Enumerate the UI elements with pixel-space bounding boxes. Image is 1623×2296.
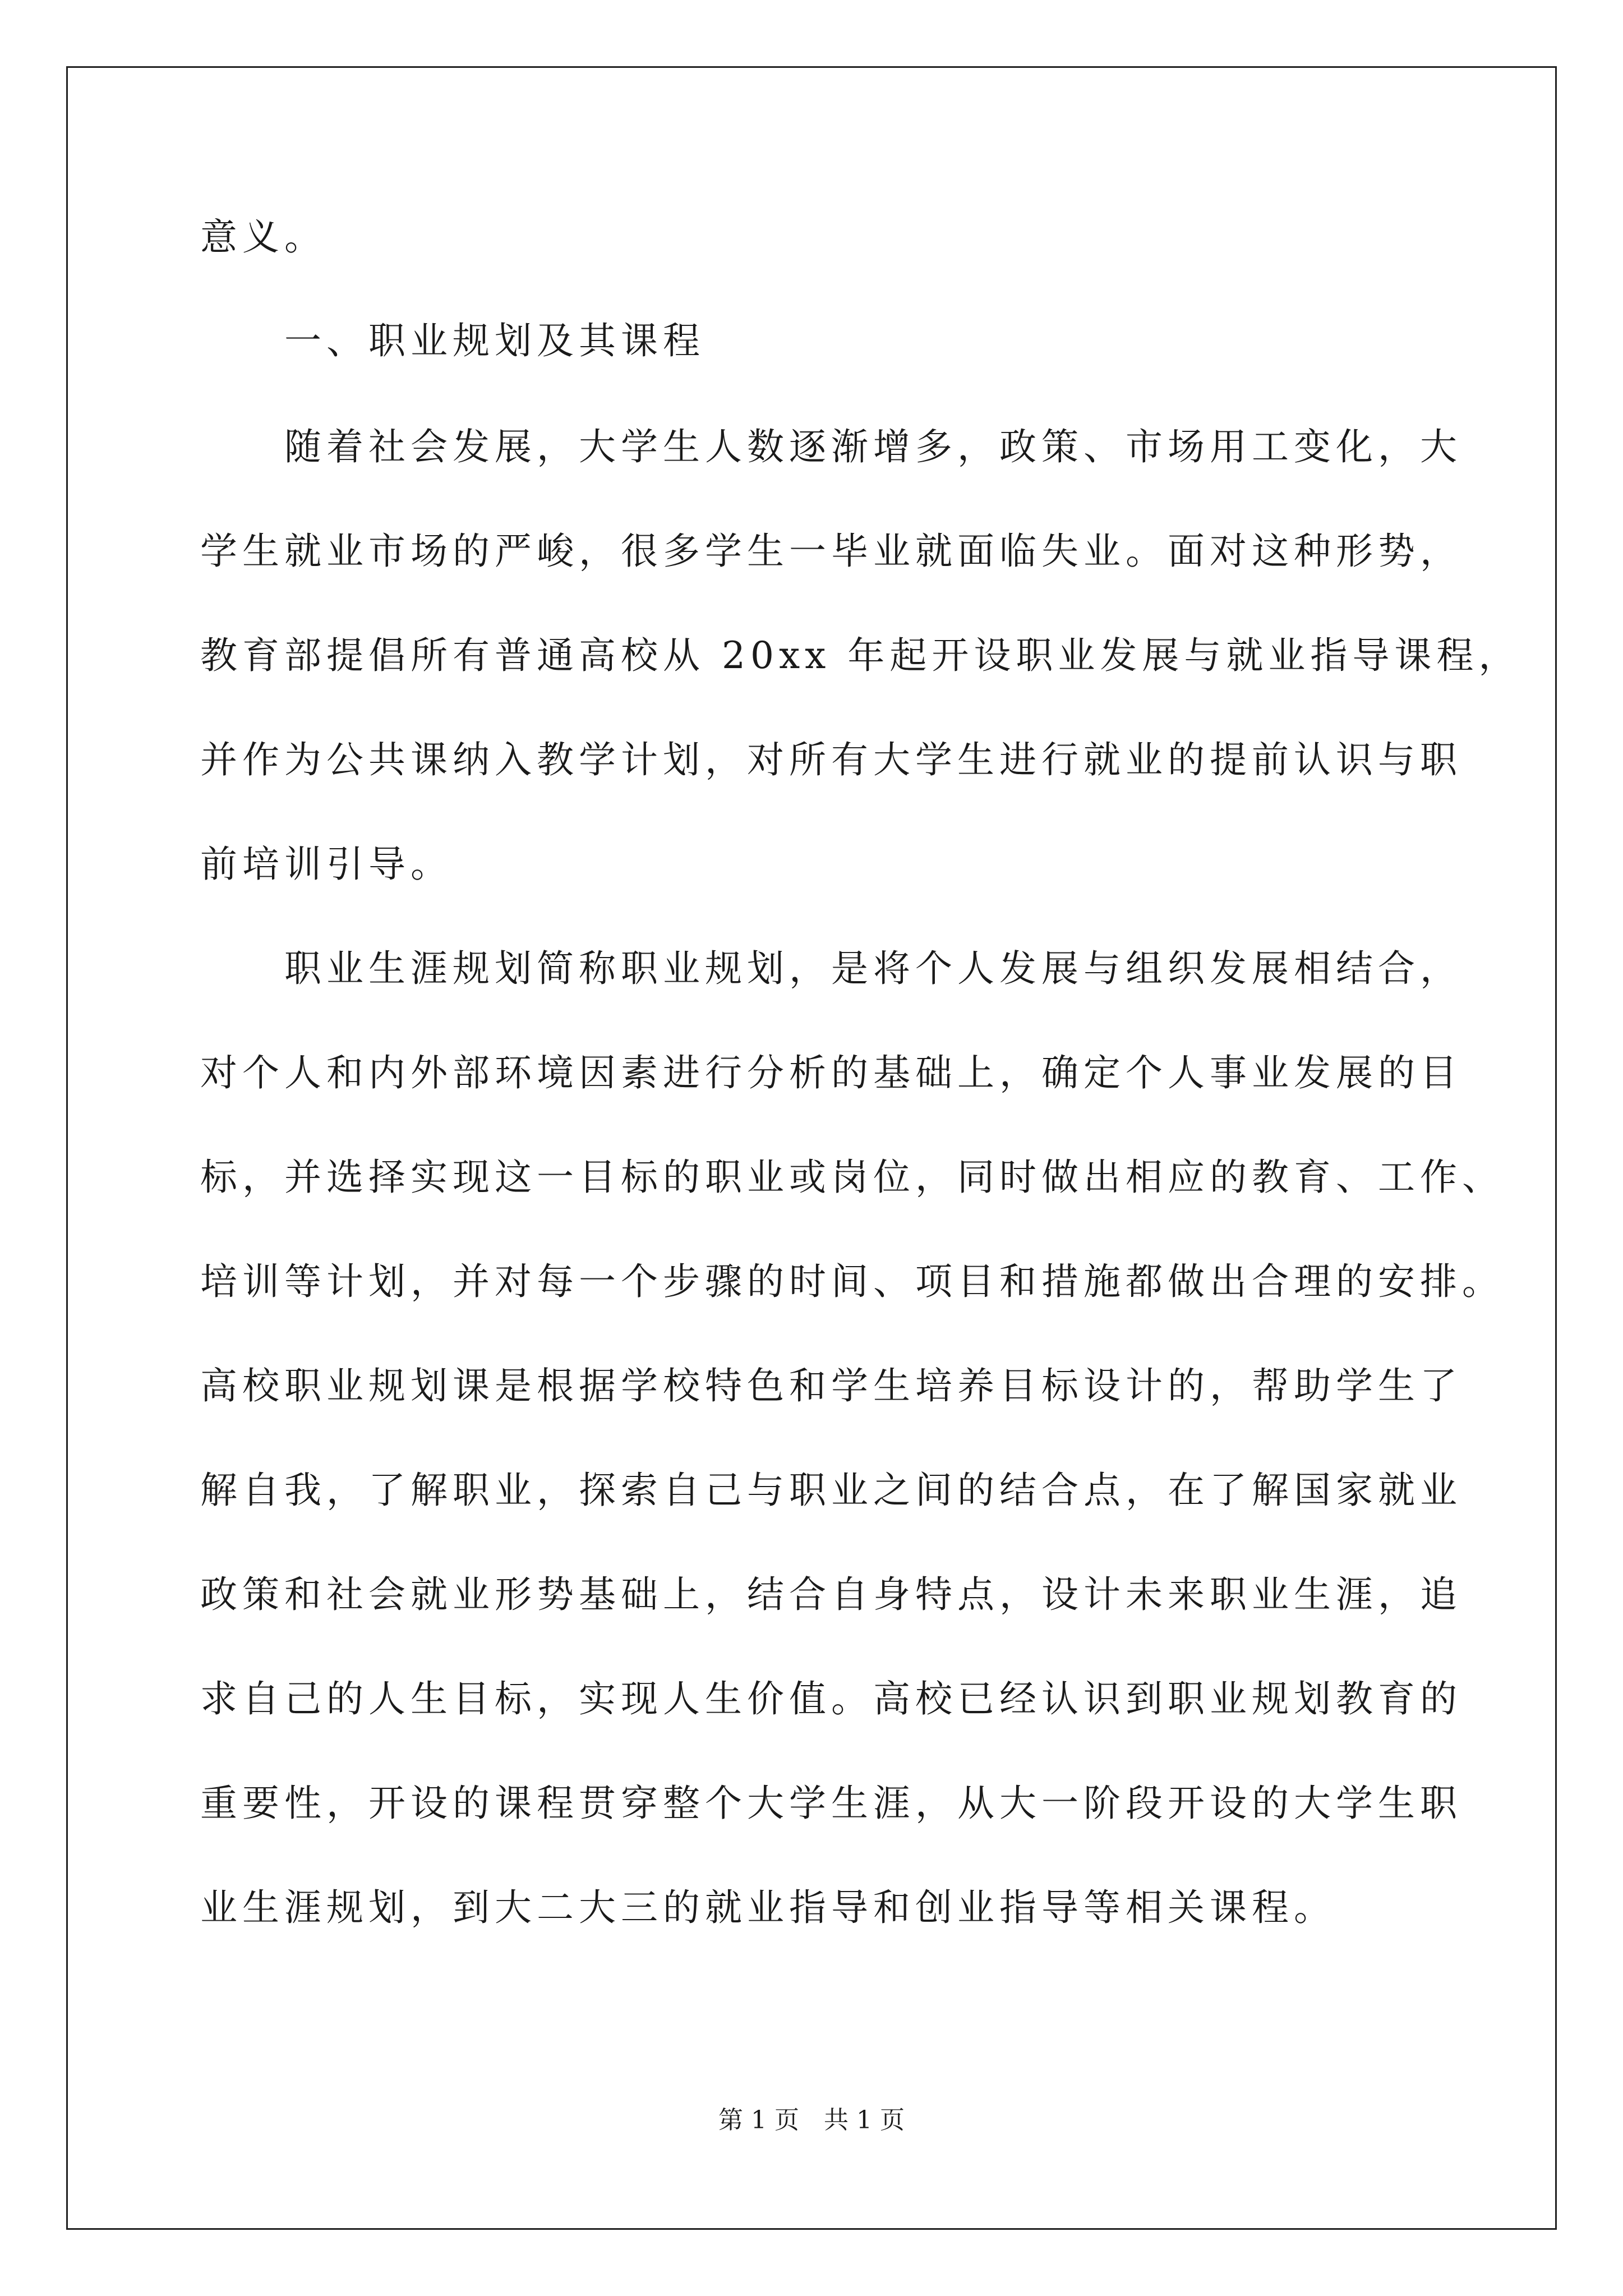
text-line: 随着社会发展，大学生人数逐渐增多，政策、市场用工变化，大 xyxy=(284,425,1462,468)
text-line: 对个人和内外部环境因素进行分析的基础上，确定个人事业发展的目 xyxy=(200,1051,1462,1094)
section-heading: 一、职业规划及其课程 xyxy=(284,319,705,362)
text-line: 并作为公共课纳入教学计划，对所有大学生进行就业的提前认识与职 xyxy=(200,738,1462,781)
text-line: 培训等计划，并对每一个步骤的时间、项目和措施都做出合理的安排。 xyxy=(200,1260,1504,1303)
text-line: 职业生涯规划简称职业规划，是将个人发展与组织发展相结合， xyxy=(284,947,1462,990)
text-line: 业生涯规划，到大二大三的就业指导和创业指导等相关课程。 xyxy=(200,1886,1336,1929)
text-line: 政策和社会就业形势基础上，结合自身特点，设计未来职业生涯，追 xyxy=(200,1573,1462,1616)
text-line: 学生就业市场的严峻，很多学生一毕业就面临失业。面对这种形势， xyxy=(200,530,1462,573)
text-line: 重要性，开设的课程贯穿整个大学生涯，从大一阶段开设的大学生职 xyxy=(200,1782,1462,1825)
text-line: 意义。 xyxy=(200,215,326,259)
text-line: 前培训引导。 xyxy=(200,843,453,886)
text-line: 解自我，了解职业，探索自己与职业之间的结合点，在了解国家就业 xyxy=(200,1469,1462,1512)
text-line: 标，并选择实现这一目标的职业或岗位，同时做出相应的教育、工作、 xyxy=(200,1156,1504,1199)
text-line: 高校职业规划课是根据学校特色和学生培养目标设计的，帮助学生了 xyxy=(200,1364,1462,1407)
text-line: 求自己的人生目标，实现人生价值。高校已经认识到职业规划教育的 xyxy=(200,1677,1462,1720)
text-line: 教育部提倡所有普通高校从 20xx 年起开设职业发展与就业指导课程， xyxy=(200,634,1521,677)
page-number: 第 1 页 共 1 页 xyxy=(718,2106,905,2134)
